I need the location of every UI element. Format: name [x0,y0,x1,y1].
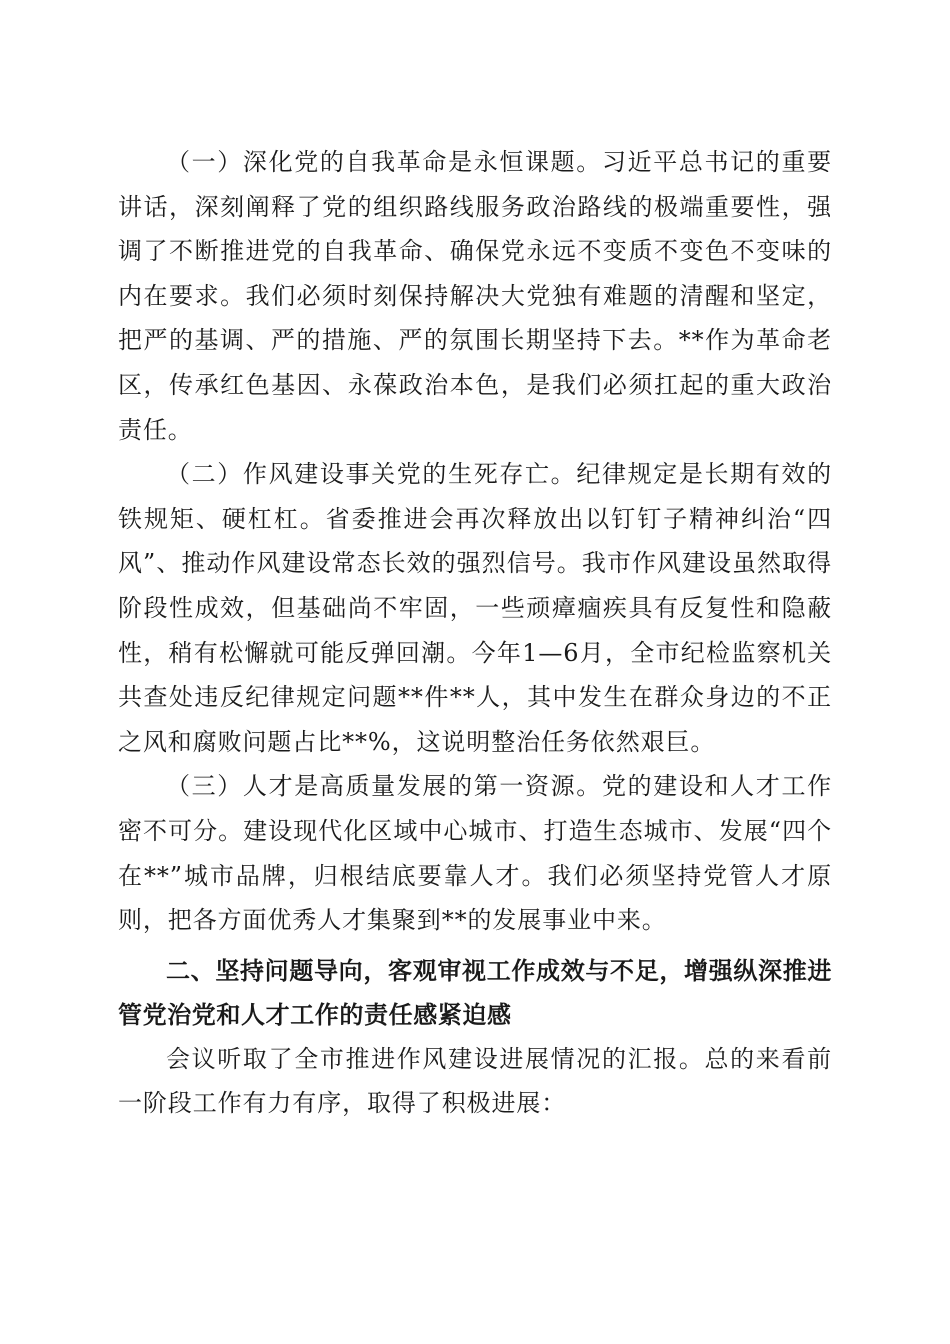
paragraph-three-body: 党的建设和人才工作密不可分。建设现代化区域中心城市、打造生态城市、发展“四个在**”城市品牌，归根结底要靠人才。我们必须坚持党管人才原则，把各方面优秀人才集聚到**的发展事业中来。 [118,772,832,935]
paragraph-one-lead: （一）深化党的自我革命是永恒课题。 [166,148,602,176]
paragraph-two [118,452,832,764]
section-heading: 二、坚持问题导向，客观审视工作成效与不足，增强纵深推进管党治党和人才工作的责任感紧迫感 [118,956,832,1029]
paragraph-one-body: 习近平总书记的重要讲话，深刻阐释了党的组织路线服务政治路线的极端重要性，强调了不断推进党的自我革命、确保党永远不变质不变色不变味的内在要求。我们必须时刻保持解决大党独有难题的清醒和坚定，把严的基调、严的措施、严的氛围长期坚持下去。**作为革命老区，传承红色基因、永葆政治本色，是我们必须扛起的重大政治责任。 [118,148,832,444]
paragraph-two-body: 纪律规定是长期有效的铁规矩、硬杠杠。省委推进会再次释放出以钉钉子精神纠治“四风”、推动作风建设常态长效的强烈信号。我市作风建设虽然取得阶段性成效，但基础尚不牢固，一些顽瘴痼疾具有反复性和隐蔽性，稍有松懈就可能反弹回潮。今年1—6月，全市纪检监察机关共查处违反纪律规定问题**件**人，其中发生在群众身边的不正之风和腐败问题占比**%，这说明整治任务依然艰巨。 [118,460,833,756]
paragraph-three-lead: （三）人才是高质量发展的第一资源。 [166,772,602,801]
closing-paragraph: 会议听取了全市推进作风建设进展情况的汇报。总的来看前一阶段工作有力有序，取得了积极进展： [118,1044,832,1118]
paragraph-one [118,140,832,452]
document-page [118,140,832,1126]
paragraph-three [118,764,832,942]
paragraph-two-lead: （二）作风建设事关党的生死存亡。 [166,460,577,489]
